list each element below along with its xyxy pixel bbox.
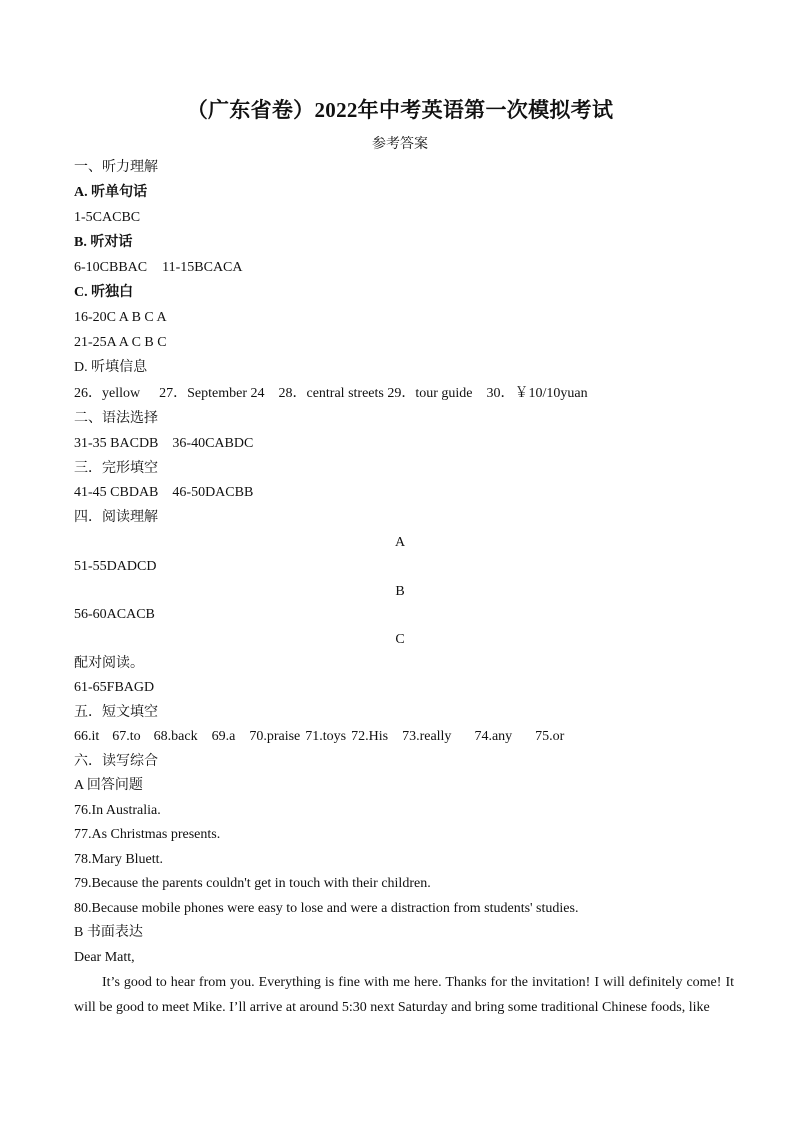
- answer-75: 75.or: [535, 729, 565, 744]
- page-subtitle: 参考答案: [372, 137, 428, 152]
- part-label-d: D. 听填信息: [74, 360, 148, 375]
- section-heading-reading: 四．阅读理解: [74, 510, 158, 525]
- answers-1-5: 1-5CACBC: [74, 210, 141, 225]
- answer-73: 73.really: [402, 729, 452, 744]
- section-heading-grammar: 二、语法选择: [74, 411, 158, 426]
- answers-26-30: [74, 385, 588, 403]
- answers-6-10: 6-10CBBAC: [74, 260, 148, 275]
- letter-greeting: Dear Matt,: [74, 950, 135, 965]
- section-heading-fill-blanks: 五．短文填空: [74, 705, 158, 720]
- answer-69: 69.a: [211, 729, 236, 744]
- answer-66: 66.it: [74, 729, 100, 744]
- answer-74: 74.any: [474, 729, 513, 744]
- part-label-b: B. 听对话: [74, 235, 133, 250]
- answers-6-15: [74, 259, 243, 277]
- answer-78: 78.Mary Bluett.: [74, 852, 164, 867]
- answers-61-65: 61-65FBAGD: [74, 680, 155, 695]
- answers-31-35: 31-35 BACDB: [74, 436, 159, 451]
- answer-72: 72.His: [351, 729, 389, 744]
- answer-28-29: 28．central streets 29．tour guide: [278, 386, 473, 401]
- answer-79: 79.Because the parents couldn't get in touch with their children.: [74, 876, 431, 891]
- answers-31-40: [74, 435, 253, 453]
- answers-21-25: 21-25A A C B C: [74, 335, 167, 350]
- answer-67: 67.to: [112, 729, 141, 744]
- reading-part-b: B: [395, 584, 405, 599]
- answers-66-75: [74, 728, 564, 746]
- answer-27: 27．September 24: [159, 386, 265, 401]
- answer-30: 30．￥10/10yuan: [486, 386, 588, 401]
- answers-51-55: 51-55DADCD: [74, 559, 157, 574]
- answers-36-40: 36-40CABDC: [172, 436, 254, 451]
- answers-46-50: 46-50DACBB: [172, 485, 254, 500]
- reading-part-a: A: [394, 535, 406, 550]
- matching-reading-label: 配对阅读。: [74, 656, 144, 671]
- answers-11-15: 11-15BCACA: [162, 260, 243, 275]
- answers-41-45: 41-45 CBDAB: [74, 485, 159, 500]
- answer-80: 80.Because mobile phones were easy to lose and were a distraction from students' studies.: [74, 901, 579, 916]
- answers-56-60: 56-60ACACB: [74, 607, 155, 622]
- answers-41-50: [74, 484, 253, 502]
- section-heading-reading-writing: 六．读写综合: [74, 754, 158, 769]
- answer-77: 77.As Christmas presents.: [74, 827, 221, 842]
- section-heading-cloze: 三．完形填空: [74, 461, 158, 476]
- part-label-c: C. 听独白: [74, 285, 134, 300]
- part-label-writing: B 书面表达: [74, 925, 143, 940]
- answer-71: 71.toys: [305, 729, 347, 744]
- part-label-a: A. 听单句话: [74, 185, 148, 200]
- part-label-answer-questions: A 回答问题: [74, 778, 143, 793]
- answer-68: 68.back: [153, 729, 198, 744]
- answer-26: 26．yellow: [74, 386, 141, 401]
- answer-70: 70.praise: [249, 729, 301, 744]
- section-heading-listening: 一、听力理解: [74, 160, 158, 175]
- reading-part-c: C: [395, 632, 405, 647]
- answers-16-20: 16-20C A B C A: [74, 310, 167, 325]
- answer-76: 76.In Australia.: [74, 803, 161, 818]
- page-title: （广东省卷）2022年中考英语第一次模拟考试: [186, 98, 614, 122]
- letter-paragraph: It’s good to hear from you. Everything is fine with me here. Thanks for the invitation! I will definitely come! It will be good to meet Mike. I’ll arrive at around 5:30 next Saturday and bring some traditional Chinese foods, like: [74, 975, 734, 1015]
